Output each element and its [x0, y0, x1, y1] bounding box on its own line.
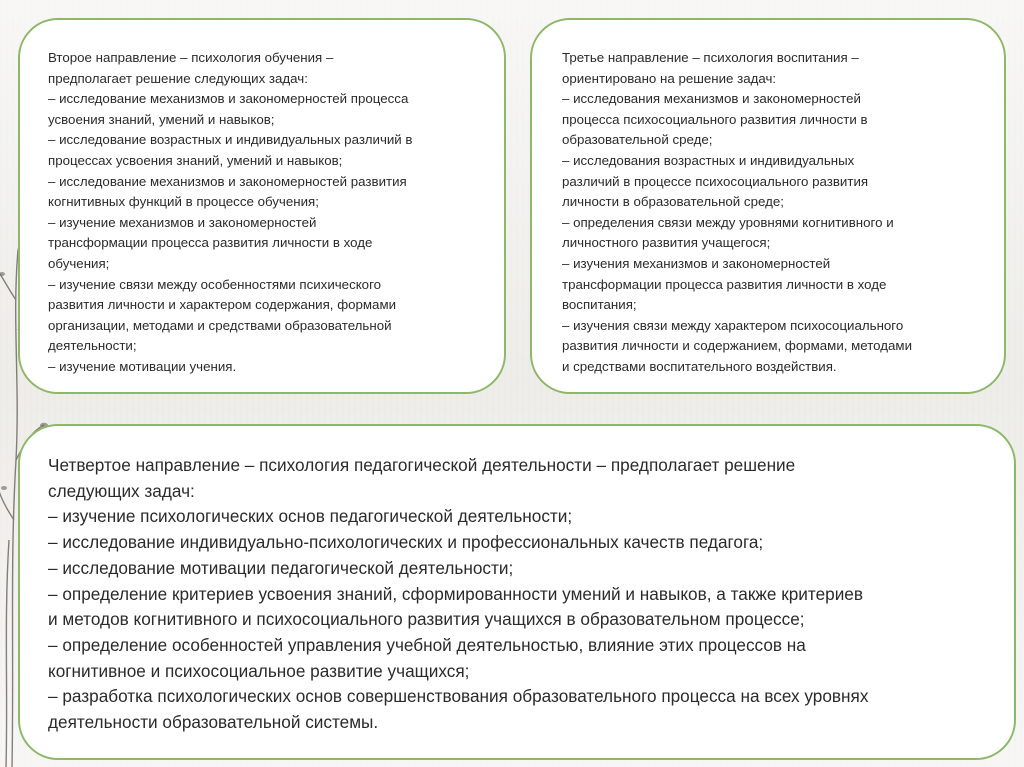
card-text-line: – определения связи между уровнями когнитивного и [562, 214, 894, 230]
card-text-line: предполагает решение следующих задач: [48, 70, 308, 86]
card-text-line: воспитания; [562, 297, 637, 313]
card-text-line: – исследования возрастных и индивидуальных [562, 152, 855, 168]
card-text-line: – исследования механизмов и закономерностей [562, 91, 861, 107]
card-text-line: – изучение мотивации учения. [48, 358, 237, 374]
card-text-line: организации, методами и средствами образовательной [48, 317, 392, 333]
card-text-line: – изучение психологических основ педагогической деятельности; [48, 506, 573, 527]
card-text-line: – изучения механизмов и закономерностей [562, 255, 831, 271]
card-text-line: когнитивных функций в процессе обучения; [48, 194, 319, 210]
card-text-line: деятельности; [48, 338, 137, 354]
card-text-line: различий в процессе психосоциального развития [562, 173, 869, 189]
card-text-line: и методов когнитивного и психосоциального развития учащихся в образовательном процессе; [48, 609, 805, 630]
card-text-line: – исследование возрастных и индивидуальных различий в [48, 132, 413, 148]
psychology-of-teaching-activity-card [18, 424, 1016, 760]
card-text-line: и средствами воспитательного воздействия. [562, 358, 837, 374]
card-text-line: Второе направление – психология обучения – [48, 50, 334, 65]
card-text-line: ориентировано на решение задач: [562, 70, 777, 86]
card-text-line: когнитивное и психосоциальное развитие учащихся; [48, 660, 470, 681]
card-text-line: – исследование механизмов и закономерностей процесса [48, 91, 409, 107]
card-text-line: трансформации процесса развития личности в ходе [48, 235, 373, 251]
card-text-line: развития личности и содержанием, формами, методами [562, 338, 912, 354]
card-text-line: – изучение механизмов и закономерностей [48, 214, 317, 230]
card-text-line: личностного развития учащегося; [562, 235, 771, 251]
card-text-line: – изучения связи между характером психосоциального [562, 317, 904, 333]
card-text-line: процесса психосоциального развития личности в [562, 111, 868, 127]
card-text-line: образовательной среде; [562, 132, 713, 148]
card-text-line: усвоения знаний, умений и навыков; [48, 111, 275, 127]
card-text-line: Третье направление – психология воспитания – [562, 50, 859, 65]
psychology-of-learning-card [18, 18, 506, 394]
card-text-line: – определение критериев усвоения знаний, сформированности умений и навыков, а также критериев [48, 583, 863, 604]
card-text-line: – разработка психологических основ совершенствования образовательного процесса на всех уровнях [48, 686, 869, 707]
card-text-line: – исследование механизмов и закономерностей развития [48, 173, 407, 189]
card-text-line: Четвертое направление – психология педагогической деятельности – предполагает решение [48, 455, 796, 475]
card-text-line: – изучение связи между особенностями психического [48, 276, 382, 292]
card-text-line: обучения; [48, 255, 110, 271]
psychology-of-upbringing-card [530, 18, 1006, 394]
card-text-line: деятельности образовательной системы. [48, 712, 379, 733]
card-text-line: трансформации процесса развития личности в ходе [562, 276, 887, 292]
card-text-line: – исследование индивидуально-психологических и профессиональных качеств педагога; [48, 532, 764, 553]
card-text-line: личности в образовательной среде; [562, 194, 784, 210]
card-text-line: – определение особенностей управления учебной деятельностью, влияние этих процессов на [48, 634, 806, 655]
card-text-line: следующих задач: [48, 480, 195, 501]
card-text-line: развития личности и характером содержания, формами [48, 297, 397, 313]
card-text-line: – исследование мотивации педагогической деятельности; [48, 557, 514, 578]
card-text-line: процессах усвоения знаний, умений и навыков; [48, 152, 343, 168]
